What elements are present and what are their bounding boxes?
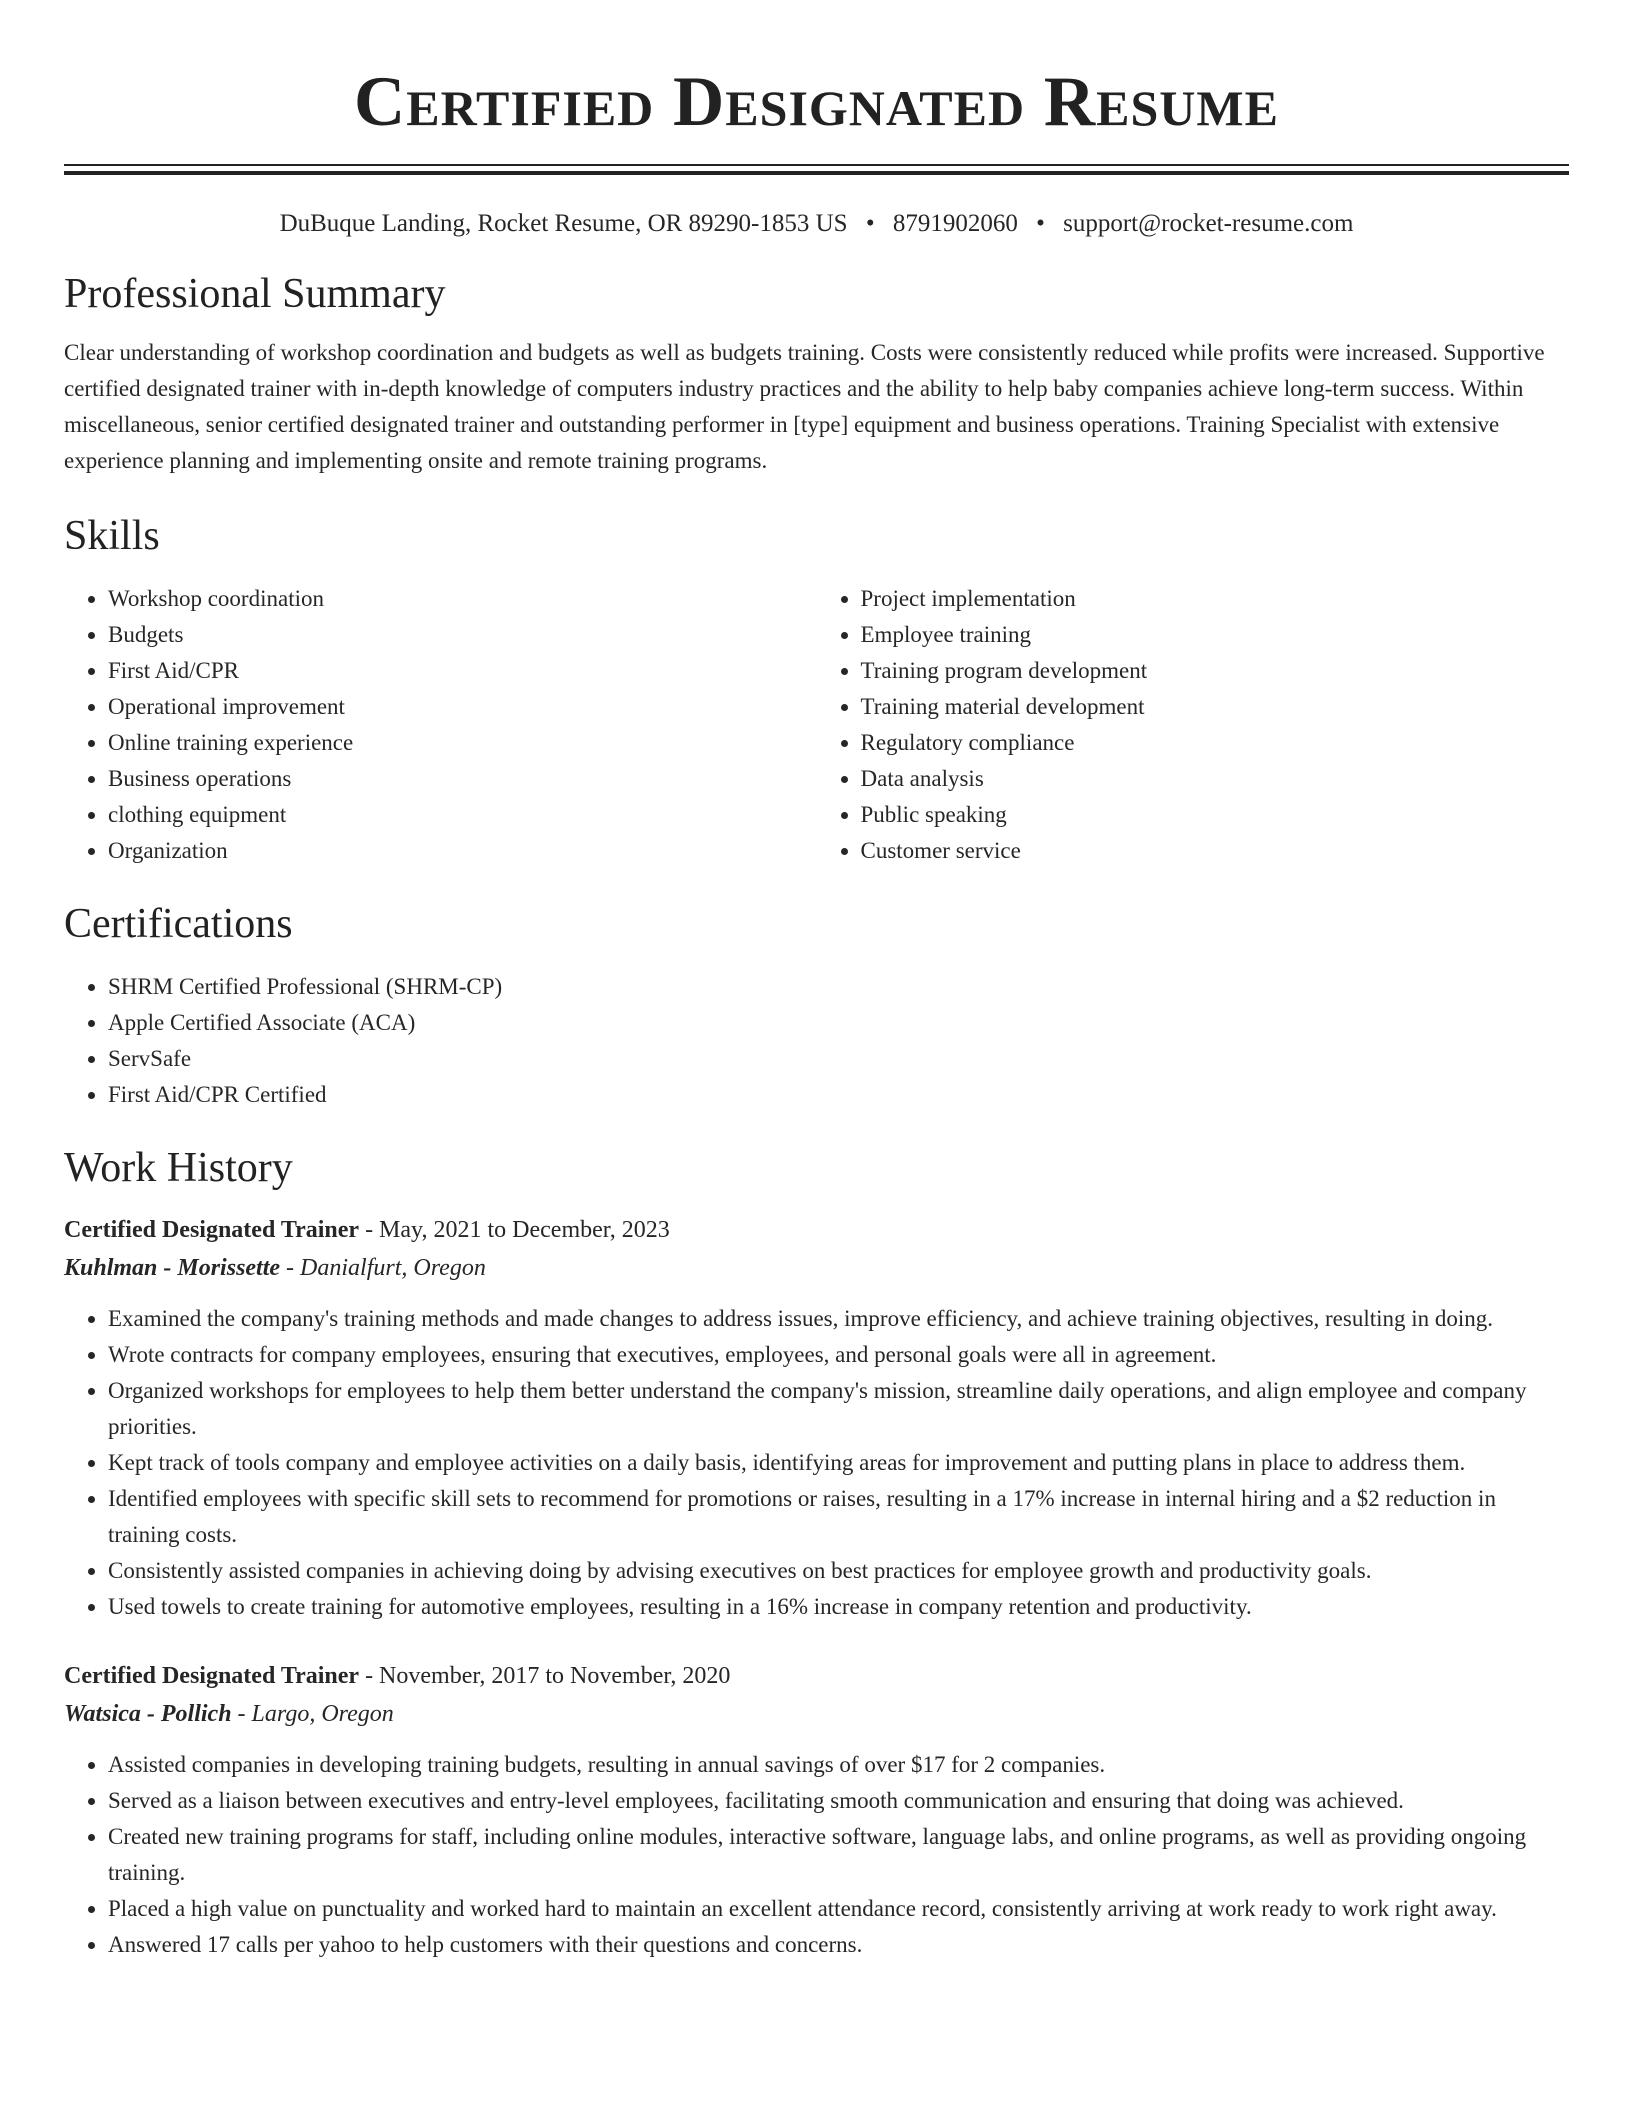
skill-item: • Training program development [861,653,1570,689]
job-company: Kuhlman - Morissette [64,1255,281,1281]
contact-separator: • [865,210,875,237]
certification-item: • Apple Certified Associate (ACA) [108,1005,1569,1041]
skill-item: • Workshop coordination [108,581,817,617]
job-dates: - November, 2017 to November, 2020 [359,1663,731,1689]
skills-column-right [817,581,1570,869]
job-company-line [64,1249,1569,1287]
job-duty: • Created new training programs for staff, including online modules, interactive software, language labs, and online programs, as well as providing ongoing training. [108,1819,1569,1891]
skills-column-left [64,581,817,869]
skill-item: • Operational improvement [108,689,817,725]
job-entry [64,1211,1569,1625]
skill-item: • Employee training [861,617,1570,653]
skill-item: • Customer service [861,833,1570,869]
certification-item: • First Aid/CPR Certified [108,1077,1569,1113]
job-duty: • Placed a high value on punctuality and worked hard to maintain an excellent attendance record, consistently arriving at work ready to work right away. [108,1891,1569,1927]
job-duty: • Used towels to create training for automotive employees, resulting in a 16% increase in company retention and productivity. [108,1589,1569,1625]
job-dates: - May, 2021 to December, 2023 [359,1217,670,1243]
job-duty: • Wrote contracts for company employees, ensuring that executives, employees, and personal goals were all in agreement. [108,1337,1569,1373]
skill-item: • Online training experience [108,725,817,761]
job-entry [64,1657,1569,1963]
skills-heading: Skills [64,513,160,559]
job-company-line [64,1695,1569,1733]
job-duty: • Kept track of tools company and employee activities on a daily basis, identifying areas for improvement and putting plans in place to address them. [108,1445,1569,1481]
job-title: Certified Designated Trainer [64,1663,360,1689]
resume-page [64,0,1569,1963]
resume-title: Certified Designated Resume [354,63,1279,141]
job-duty: • Assisted companies in developing training budgets, resulting in annual savings of over $17 for 2 companies. [108,1747,1569,1783]
job-company: Watsica - Pollich [64,1701,232,1727]
certification-item: • ServSafe [108,1041,1569,1077]
summary-heading: Professional Summary [64,271,446,317]
certifications-list [64,969,1569,1113]
job-title: Certified Designated Trainer [64,1217,360,1243]
summary-text: Clear understanding of workshop coordination and budgets as well as budgets training. Costs were consistently reduced while profits were increased. Supportive certified designated trainer with in-depth knowledge of computers industry practices and the ability to help baby companies achieve long-term success. Within miscellaneous, senior certified designated trainer and outstanding performer in [type] equipment and business operations. Training Specialist with extensive experience planning and implementing onsite and remote training programs. [64,340,1545,473]
job-duty: • Organized workshops for employees to help them better understand the company's mission, streamline daily operations, and align employee and company priorities. [108,1373,1569,1445]
job-title-line [64,1211,1569,1249]
skill-item: • Public speaking [861,797,1570,833]
skill-item: • Training material development [861,689,1570,725]
skill-item: • Organization [108,833,817,869]
contact-email: support@rocket-resume.com [1063,210,1354,237]
job-duties-list [64,1301,1569,1625]
job-duty: • Identified employees with specific skill sets to recommend for promotions or raises, resulting in a 17% increase in internal hiring and a $2 reduction in training costs. [108,1481,1569,1553]
job-duty: • Examined the company's training methods and made changes to address issues, improve efficiency, and achieve training objectives, resulting in doing. [108,1301,1569,1337]
job-location: - Danialfurt, Oregon [280,1255,486,1281]
skills-list [64,581,1569,869]
job-duty: • Served as a liaison between executives and entry-level employees, facilitating smooth communication and ensuring that doing was achieved. [108,1783,1569,1819]
job-duty: • Answered 17 calls per yahoo to help customers with their questions and concerns. [108,1927,1569,1963]
contact-address: DuBuque Landing, Rocket Resume, OR 89290-1853 US [279,210,848,237]
skill-item: • Budgets [108,617,817,653]
job-duties-list [64,1747,1569,1963]
skill-item: • Data analysis [861,761,1570,797]
work-history-heading: Work History [64,1145,293,1191]
skill-item: • First Aid/CPR [108,653,817,689]
certifications-heading: Certifications [64,901,293,947]
skill-item: • Business operations [108,761,817,797]
skill-item: • Project implementation [861,581,1570,617]
certification-item: • SHRM Certified Professional (SHRM-CP) [108,969,1569,1005]
job-location: - Largo, Oregon [231,1701,394,1727]
contact-phone: 8791902060 [892,210,1018,237]
contact-line [64,209,1569,239]
skill-item: • Regulatory compliance [861,725,1570,761]
job-duty: • Consistently assisted companies in achieving doing by advising executives on best practices for employee growth and productivity goals. [108,1553,1569,1589]
job-title-line [64,1657,1569,1695]
contact-separator: • [1036,210,1045,237]
skill-item: • clothing equipment [108,797,817,833]
title-divider [64,164,1569,175]
